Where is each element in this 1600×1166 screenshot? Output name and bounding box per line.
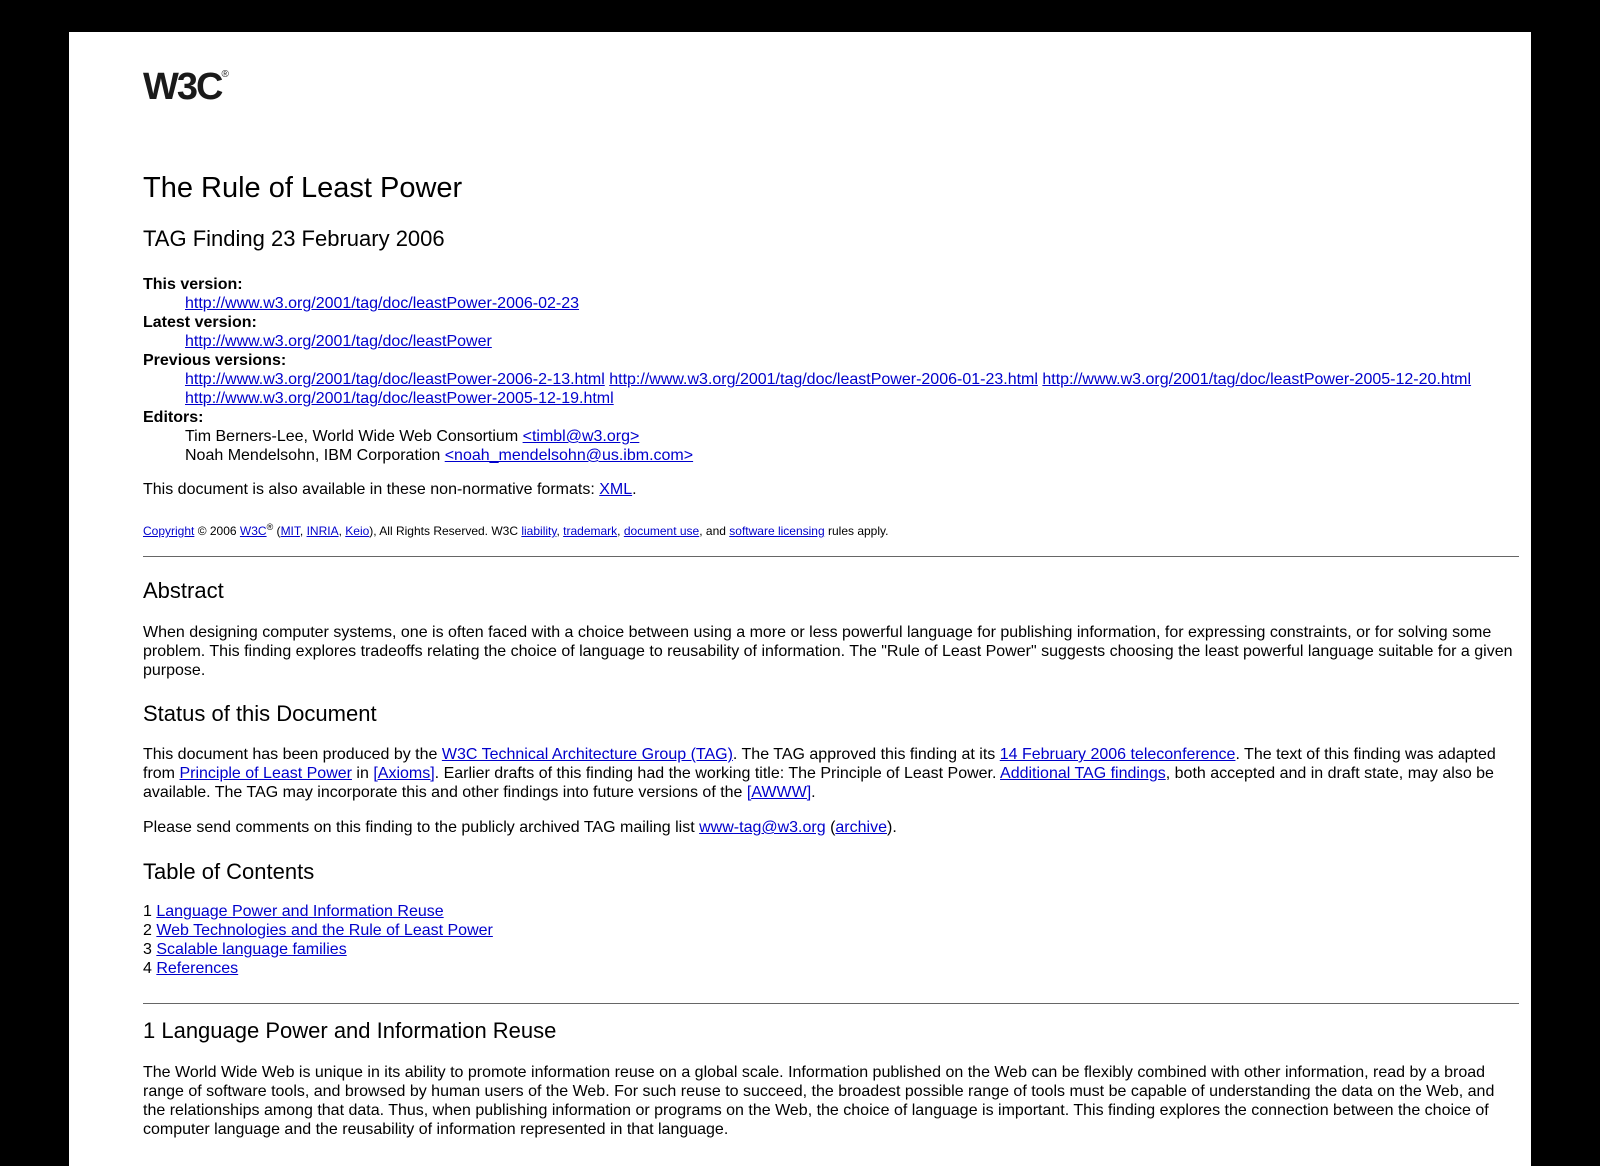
status-text-part: This document has been produced by the <box>143 746 442 763</box>
copyright-year: © 2006 <box>194 524 240 538</box>
copyright-text: ( <box>273 524 281 538</box>
latest-version-label: Latest version: <box>143 314 257 331</box>
copyright-text: ), All Rights Reserved. W3C <box>369 524 522 538</box>
toc-link[interactable]: Language Power and Information Reuse <box>156 903 444 920</box>
toc-item <box>143 959 493 978</box>
separator: , <box>617 524 624 538</box>
divider <box>143 556 1519 557</box>
status-text-part: . <box>811 784 816 801</box>
previous-version-link[interactable]: http://www.w3.org/2001/tag/doc/leastPower-2006-01-23.html <box>609 371 1038 388</box>
tag-link[interactable]: W3C Technical Architecture Group (TAG) <box>441 746 733 763</box>
software-licensing-link[interactable]: software licensing <box>729 524 825 538</box>
teleconference-link[interactable]: 14 February 2006 teleconference <box>999 746 1236 763</box>
status-text-part: . The text of this finding was adapted from <box>143 746 1496 782</box>
editors-label: Editors: <box>143 409 204 426</box>
toc-item <box>143 902 493 921</box>
xml-format-link[interactable]: XML <box>599 481 633 498</box>
toc-number: 2 <box>143 922 157 939</box>
previous-version-link[interactable]: http://www.w3.org/2001/tag/doc/leastPower-2006-2-13.html <box>185 371 605 388</box>
section-1-text: The World Wide Web is unique in its ability to promote information reuse on a global scale. Information published on the Web can be flexibly combined with other information, read by a broad range of software tools, and browsed by human users of the Web. For such reuse to succeed, the broadest possible range of tools must be capable of understanding the data on the Web, and the relationships among that data. Thus, when publishing information or programs on the Web, the choice of language is important. This finding explores the connection between the choice of computer language and the reusability of information represented in that language. <box>143 1064 1495 1138</box>
logo-mark: ® <box>221 69 227 80</box>
copyright-link[interactable]: Copyright <box>143 524 195 538</box>
separator: , <box>338 524 346 538</box>
table-of-contents <box>143 902 493 978</box>
abstract-heading: Abstract <box>143 578 224 603</box>
document-use-link[interactable]: document use <box>623 524 700 538</box>
toc-link[interactable]: References <box>156 960 239 977</box>
previous-versions-label: Previous versions: <box>143 352 287 369</box>
comments-text: ). <box>886 819 897 836</box>
additional-findings-link[interactable]: Additional TAG findings <box>1000 765 1166 782</box>
principle-link[interactable]: Principle of Least Power <box>179 765 352 782</box>
status-text-part: . Earlier drafts of this finding had the working title: The Principle of Least Power. <box>434 765 1001 782</box>
toc-item <box>143 940 493 959</box>
this-version-label: This version: <box>143 276 243 293</box>
toc-heading: Table of Contents <box>143 859 315 884</box>
formats-note <box>143 481 637 499</box>
registered-mark: ® <box>266 522 274 532</box>
editor-name: Noah Mendelsohn, IBM Corporation <box>185 447 441 464</box>
previous-version-link[interactable]: http://www.w3.org/2001/tag/doc/leastPower-2005-12-19.html <box>185 390 614 407</box>
w3c-link[interactable]: W3C <box>239 524 267 538</box>
latest-version-link[interactable]: http://www.w3.org/2001/tag/doc/leastPower <box>185 333 492 350</box>
editor <box>185 446 1519 465</box>
editor-email-link[interactable]: <timbl@w3.org> <box>522 428 640 445</box>
copyright-text: , and <box>699 524 730 538</box>
toc-number: 1 <box>143 903 157 920</box>
status-text-part: in <box>351 765 374 782</box>
page-subtitle: TAG Finding 23 February 2006 <box>143 226 445 251</box>
trademark-link[interactable]: trademark <box>563 524 618 538</box>
copyright-notice <box>143 522 888 538</box>
status-text <box>143 745 1519 802</box>
formats-text: This document is also available in these non-normative formats: <box>143 481 600 498</box>
status-heading: Status of this Document <box>143 701 377 726</box>
archive-link[interactable]: archive <box>835 819 887 836</box>
formats-end: . <box>632 481 637 498</box>
editor <box>185 427 1519 446</box>
copyright-text: rules apply. <box>824 524 889 538</box>
page-title: The Rule of Least Power <box>143 172 463 204</box>
separator: , <box>299 524 307 538</box>
w3c-logo[interactable] <box>143 68 227 106</box>
toc-item <box>143 921 493 940</box>
toc-number: 4 <box>143 960 157 977</box>
this-version-link[interactable]: http://www.w3.org/2001/tag/doc/leastPower-2006-02-23 <box>185 295 580 312</box>
editor-name: Tim Berners-Lee, World Wide Web Consortium <box>185 428 519 445</box>
axioms-link[interactable]: [Axioms] <box>373 765 435 782</box>
liability-link[interactable]: liability <box>521 524 557 538</box>
section-1-heading: 1 Language Power and Information Reuse <box>143 1018 557 1043</box>
comments-text: Please send comments on this finding to the publicly archived TAG mailing list <box>143 819 700 836</box>
abstract-text: When designing computer systems, one is often faced with a choice between using a more or less powerful language for publishing information, for expressing constraints, or for solving some problem. This finding explores tradeoffs relating the choice of language to reusability of information. The "Rule of Least Power" suggests choosing the least powerful language suitable for a given purpose. <box>143 624 1513 679</box>
comments-note <box>143 818 897 837</box>
toc-number: 3 <box>143 941 157 958</box>
toc-link[interactable]: Web Technologies and the Rule of Least Power <box>156 922 493 939</box>
previous-version-link[interactable]: http://www.w3.org/2001/tag/doc/leastPower-2005-12-20.html <box>1042 371 1472 388</box>
document-page <box>69 32 1531 1166</box>
version-metadata <box>143 275 1519 465</box>
comments-text: ( <box>825 819 836 836</box>
divider <box>143 1003 1519 1004</box>
mit-link[interactable]: MIT <box>280 524 300 538</box>
status-text-part: , both accepted and in draft state, may also be available. The TAG may incorporate this and other findings into future versions of the <box>143 765 1494 801</box>
status-text-part: . The TAG approved this finding at its <box>732 746 1000 763</box>
previous-versions-list <box>185 370 1519 408</box>
awww-link[interactable]: [AWWW] <box>746 784 812 801</box>
mailing-list-link[interactable]: www-tag@w3.org <box>699 819 826 836</box>
keio-link[interactable]: Keio <box>345 524 370 538</box>
editor-email-link[interactable]: <noah_mendelsohn@us.ibm.com> <box>444 447 694 464</box>
logo-text: W3C <box>143 66 222 108</box>
toc-link[interactable]: Scalable language families <box>156 941 347 958</box>
inria-link[interactable]: INRIA <box>306 524 339 538</box>
separator: , <box>556 524 564 538</box>
